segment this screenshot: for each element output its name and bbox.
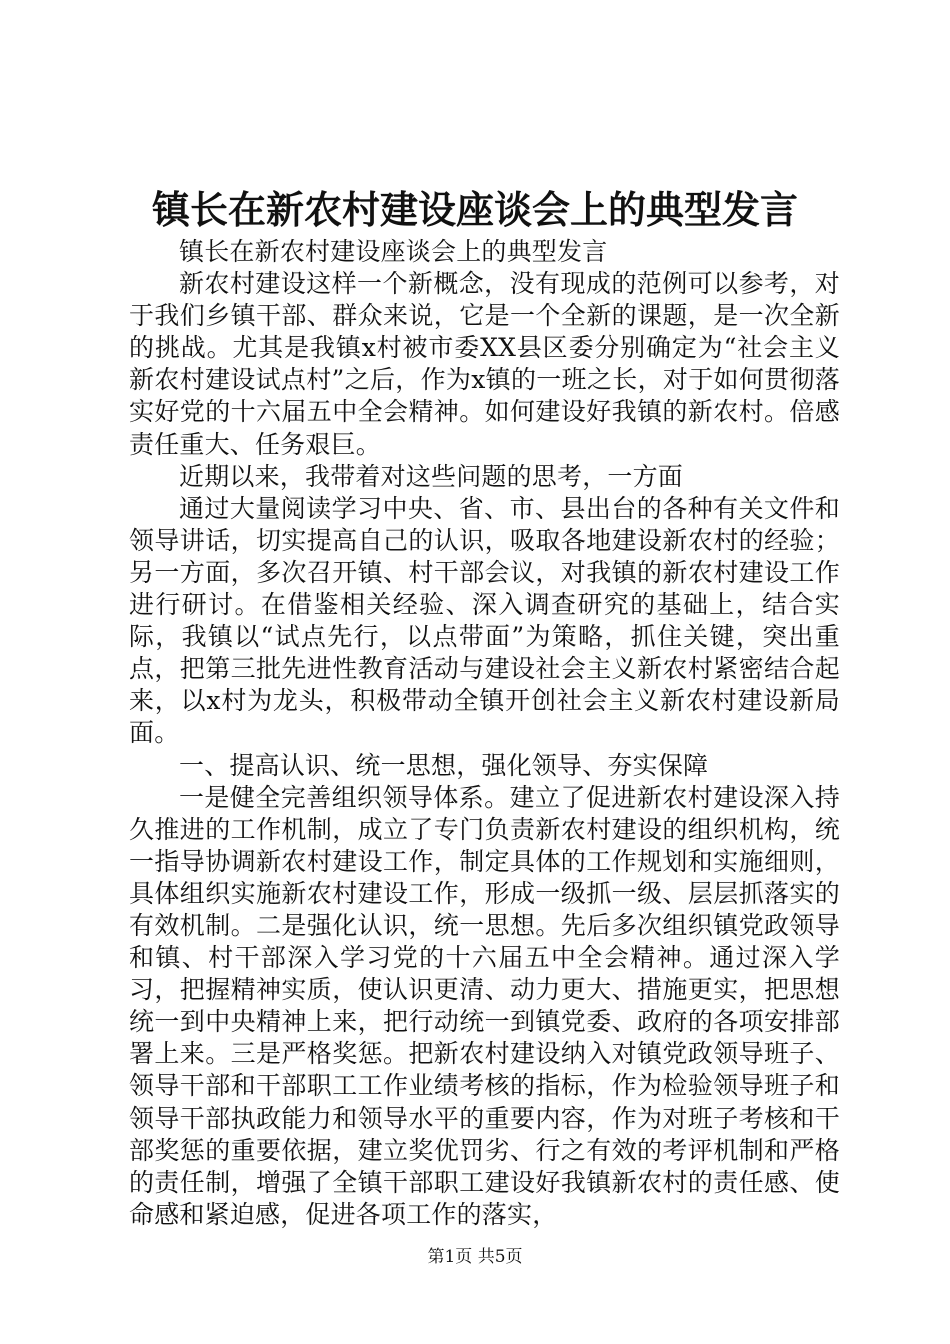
page-number-footer: 第1页 共5页 xyxy=(427,1247,523,1267)
paragraph-study: 通过大量阅读学习中央、省、市、县出台的各种有关文件和领导讲话，切实提高自己的认识，吸取各地建设新农村的经验；另一方面，多次召开镇、村干部会议，对我镇的新农村建设工作进行研讨。在借鉴相关经验、深入调查研究的基础上，结合实际，我镇以“试点先行，以点带面”为策略，抓住关键，突出重点，把第三批先进性教育活动与建设社会主义新农村紧密结合起来，以x村为龙头，积极带动全镇开创社会主义新农村建设新局面。 xyxy=(129,493,840,748)
paragraph-organization: 一是健全完善组织领导体系。建立了促进新农村建设深入持久推进的工作机制，成立了专门负责新农村建设的组织机构，统一指导协调新农村建设工作，制定具体的工作规划和实施细则，具体组织实施新农村建设工作，形成一级抓一级、层层抓落实的有效机制。二是强化认识，统一思想。先后多次组织镇党政领导和镇、村干部深入学习党的十六届五中全会精神。通过深入学习，把握精神实质，使认识更清、动力更大、措施更实，把思想统一到中央精神上来，把行动统一到镇党委、政府的各项安排部署上来。三是严格奖惩。把新农村建设纳入对镇党政领导班子、领导干部和干部职工工作业绩考核的指标，作为检验领导班子和领导干部执政能力和领导水平的重要内容，作为对班子考核和干部奖惩的重要依据，建立奖优罚劣、行之有效的考评机制和严格的责任制，增强了全镇干部职工建设好我镇新农村的责任感、使命感和紧迫感，促进各项工作的落实， xyxy=(129,782,840,1229)
paragraph-subtitle: 镇长在新农村建设座谈会上的典型发言 xyxy=(179,237,608,266)
paragraph-recent: 近期以来，我带着对这些问题的思考，一方面 xyxy=(179,461,684,491)
document-body xyxy=(129,236,840,1231)
paragraph-intro: 新农村建设这样一个新概念，没有现成的范例可以参考，对于我们乡镇干部、群众来说，它是一个全新的课题，是一次全新的挑战。尤其是我镇x村被市委XX县区委分别确定为“社会主义新农村建设试点村”之后，作为x镇的一班之长，对于如何贯彻落实好党的十六届五中全会精神。如何建设好我镇的新农村。倍感责任重大、任务艰巨。 xyxy=(129,269,840,459)
section-heading-1: 一、提高认识、统一思想，强化领导、夯实保障 xyxy=(179,750,709,780)
document-title: 镇长在新农村建设座谈会上的典型发言 xyxy=(151,187,798,232)
